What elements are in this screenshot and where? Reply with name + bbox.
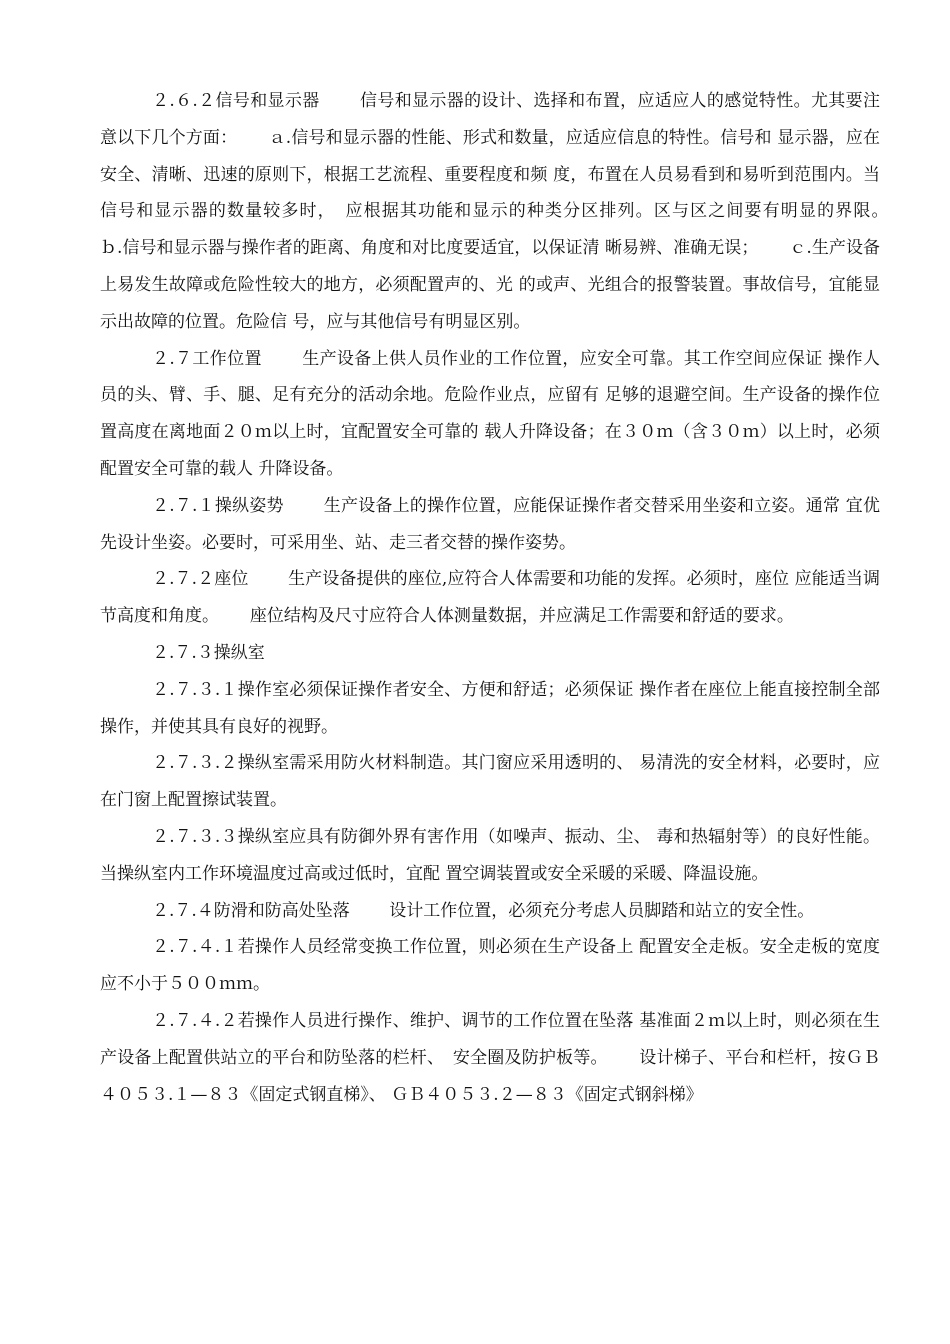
paragraph-2-7-4-1: ２.７.４.１若操作人员经常变换工作位置，则必须在生产设备上 配置安全走板。安全走板的宽度应不小于５００ｍｍ。 (100, 937, 880, 995)
page-bottom-margin (0, 1296, 950, 1344)
document-body (100, 83, 920, 1113)
paragraph-2-7-3-1: ２.７.３.１操作室必须保证操作者安全、方便和舒适；必须保证 操作者在座位上能直接控制全部操作，并使其具有良好的视野。 (100, 679, 880, 737)
paragraph-2-6-2-signals-and-displays: ２.６.２信号和显示器 信号和显示器的设计、选择和布置，应适应人的感觉特性。尤其要注 意以下几个方面： ａ.信号和显示器的性能、形式和数量，应适应信息的特性。信号和 显示器，应在安全、清晰、迅速的原则下，根据工艺流程、重要程度和频 度，布置在人员易看到和易听到范围内。当信号和显示器的数量较多时， 应根据其功能和显示的种类分区排列。区与区之间要有明显的界限。 ｂ.信号和显示器与操作者的距离、角度和对比度要适宜，以保证清 晰易辨、准确无误； ｃ.生产设备上易发生故障或危险性较大的地方，必须配置声的、光 的或声、光组合的报警装置。事故信号，宜能显示出故障的位置。危险信 号，应与其他信号有明显区别。 (100, 91, 920, 332)
paragraph-2-7-3-3: ２.７.３.３操纵室应具有防御外界有害作用（如噪声、振动、尘、 毒和热辐射等）的良好性能。当操纵室内工作环境温度过高或过低时，宜配 置空调装置或安全采暖的采暖、降温设施。 (100, 826, 880, 884)
paragraph-2-7-3-2: ２.７.３.２操纵室需采用防火材料制造。其门窗应采用透明的、 易清洗的安全材料，必要时，应在门窗上配置擦试装置。 (100, 753, 880, 811)
paragraph-2-7-work-position: ２.７工作位置 生产设备上供人员作业的工作位置，应安全可靠。其工作空间应保证 操作人员的头、臂、手、腿、足有充分的活动余地。危险作业点，应留有 足够的退避空间。生产设备的操作位置高度在离地面２０ｍ以上时，宜配置安全可靠的 载人升降设备；在３０ｍ（含３０ｍ）以上时，必须配置安全可靠的载人 升降设备。 (100, 348, 880, 479)
paragraph-2-7-4-anti-slip-fall: ２.７.４防滑和防高处坠落 设计工作位置，必须充分考虑人员脚踏和站立的安全性。 (152, 900, 815, 921)
paragraph-2-7-3-control-room-heading: ２.７.３操纵室 (152, 642, 265, 663)
paragraph-2-7-4-2: ２.７.４.２若操作人员进行操作、维护、调节的工作位置在坠落 基准面２ｍ以上时，则必须在生产设备上配置供站立的平台和防坠落的栏杆、 安全圈及防护板等。 设计梯子、平台和栏杆，按ＧＢ４０５３.１—８３《固定式钢直梯》、 ＧＢ４０５３.２—８３《固定式钢斜梯》 (100, 1010, 880, 1105)
paragraph-2-7-2-seat: ２.７.２座位 生产设备提供的座位,应符合人体需要和功能的发挥。必须时，座位 应能适当调节高度和角度。 座位结构及尺寸应符合人体测量数据，并应满足工作需要和舒适的要求。 (100, 569, 880, 627)
paragraph-2-7-1-operating-posture: ２.７.１操纵姿势 生产设备上的操作位置，应能保证操作者交替采用坐姿和立姿。通常 宜优先设计坐姿。必要时，可采用坐、站、走三者交替的操作姿势。 (100, 495, 880, 553)
